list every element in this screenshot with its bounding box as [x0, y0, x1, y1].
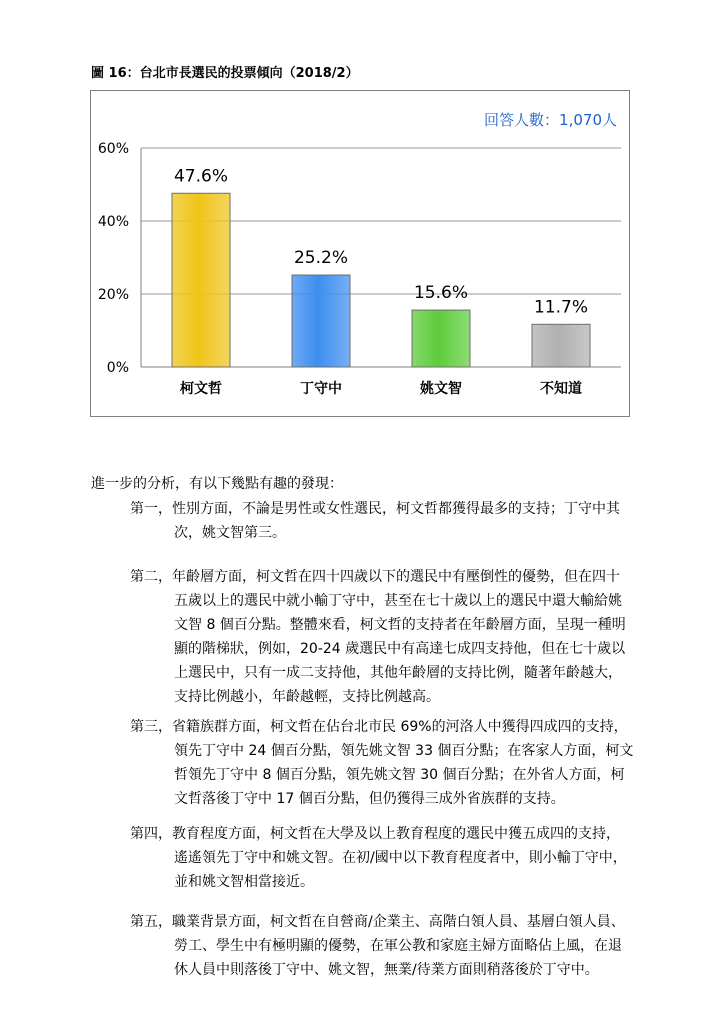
data-label: 11.7%: [533, 297, 589, 318]
paragraph-line: 第五，職業背景方面，柯文哲在自營商/企業主、高階白領人員、基層白領人員、: [130, 914, 625, 930]
bar: [412, 310, 470, 367]
paragraph-line: 第一，性別方面，不論是男性或女性選民，柯文哲都獲得最多的支持；丁守中其: [130, 501, 620, 517]
bar: [172, 193, 230, 367]
paragraph-line: 上選民中，只有一成二支持他，其他年齡層的支持比例，隨著年齡越大，: [174, 665, 622, 681]
paragraph-1: [130, 497, 645, 545]
paragraph-line: 文哲落後丁守中 17 個百分點，但仍獲得三成外省族群的支持。: [174, 791, 565, 807]
paragraph-line: 遙遙領先丁守中和姚文智。在初/國中以下教育程度者中，則小輸丁守中，: [174, 850, 627, 866]
y-tick-label: 60%: [97, 141, 129, 157]
x-category-label: 丁守中: [300, 381, 342, 397]
data-label: 15.6%: [413, 283, 469, 304]
paragraph-line: 第四，教育程度方面，柯文哲在大學及以上教育程度的選民中獲五成四的支持，: [130, 826, 620, 842]
paragraph-line: 顯的階梯狀，例如，20-24 歲選民中有高達七成四支持他，但在七十歲以: [174, 641, 626, 657]
paragraph-line: 領先丁守中 24 個百分點，領先姚文智 33 個百分點；在客家人方面，柯文: [174, 743, 634, 759]
paragraph-line: 哲領先丁守中 8 個百分點，領先姚文智 30 個百分點；在外省人方面，柯: [174, 767, 625, 783]
paragraph-2: [130, 565, 645, 709]
paragraph-5: [130, 910, 645, 982]
x-category-label: 柯文哲: [180, 381, 222, 397]
paragraph-line: 支持比例越小，年齡越輕，支持比例越高。: [174, 689, 440, 705]
chart-frame: [90, 90, 630, 417]
bar: [532, 324, 590, 367]
paragraph-line: 文智 8 個百分點。整體來看，柯文哲的支持者在年齡層方面，呈現一種明: [174, 617, 626, 633]
bar: [292, 275, 350, 367]
respondents-count: 回答人數：1,070人: [484, 111, 617, 129]
data-label: 47.6%: [173, 166, 229, 187]
x-category-label: 姚文智: [420, 381, 462, 397]
paragraph-line: 次，姚文智第三。: [174, 525, 286, 541]
paragraph-line: 並和姚文智相當接近。: [174, 874, 314, 890]
paragraph-line: 五歲以上的選民中就小輸丁守中，甚至在七十歲以上的選民中還大輸給姚: [174, 593, 622, 609]
bar-chart: [91, 91, 629, 416]
paragraph-3: [130, 715, 645, 811]
figure-title: 圖 16：台北市長選民的投票傾向（2018/2）: [91, 66, 359, 81]
paragraph-line: 勞工、學生中有極明顯的優勢，在軍公教和家庭主婦方面略佔上風，在退: [174, 938, 622, 954]
y-tick-label: 20%: [97, 287, 129, 303]
x-category-label: 不知道: [540, 381, 582, 397]
paragraph-line: 第二，年齡層方面，柯文哲在四十四歲以下的選民中有壓倒性的優勢，但在四十: [130, 569, 620, 585]
paragraph-4: [130, 822, 645, 894]
data-label: 25.2%: [293, 248, 349, 269]
y-tick-label: 0%: [106, 360, 129, 376]
y-tick-label: 40%: [97, 214, 129, 230]
paragraph-line: 第三，省籍族群方面，柯文哲在佔台北市民 69%的河洛人中獲得四成四的支持，: [130, 719, 628, 735]
paragraph-line: 休人員中則落後丁守中、姚文智，無業/待業方面則稍落後於丁守中。: [174, 962, 599, 978]
intro-text: 進一步的分析，有以下幾點有趣的發現：: [91, 476, 343, 492]
